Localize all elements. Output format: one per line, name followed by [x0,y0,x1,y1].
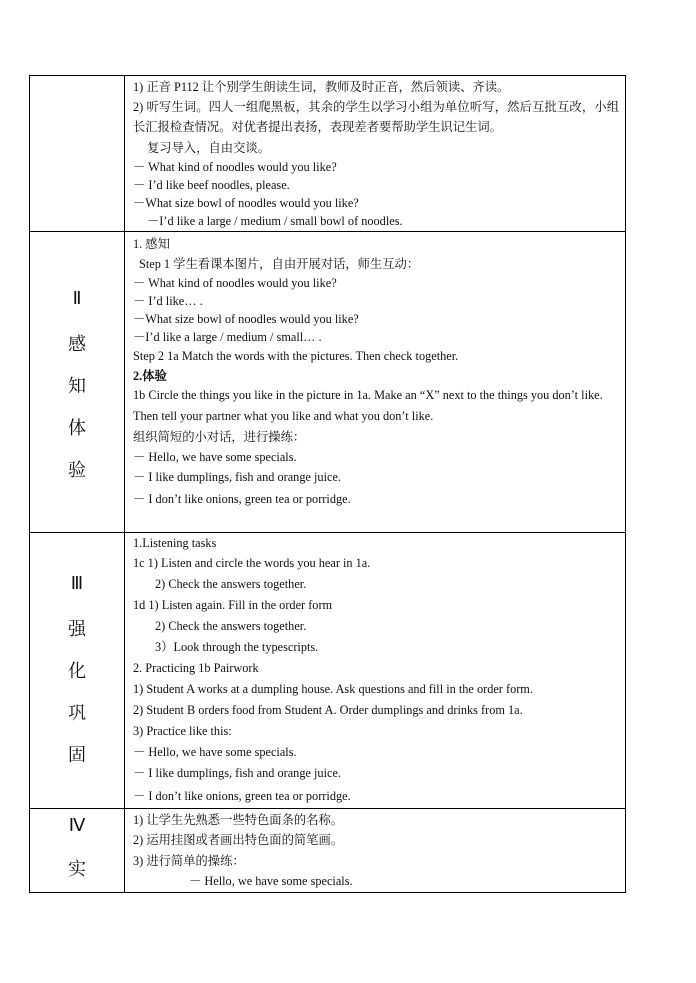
dialogue-line: －I’d like a large / medium / small… . [133,330,322,345]
dialogue-line: － I’d like… . [133,294,203,309]
section-heading: 1.Listening tasks [133,536,217,550]
stage-char: 化 [68,661,86,682]
dialogue-line: － I don’t like onions, green tea or porridge. [133,492,351,507]
text-line: 1) 让学生先熟悉一些特色面条的名称。 [133,813,344,828]
dialogue-line: － I don’t like onions, green tea or porridge. [133,789,351,804]
table-row-review [30,76,626,232]
text-line: 3) 进行简单的操练： [133,853,245,868]
stage-char: 巩 [68,703,86,724]
stage-cell-consolidate [30,533,125,809]
text-line: 1) 正音 P112 让个别学生朗读生词，教师及时正音，然后领读、齐读。 [133,80,510,94]
stage-char: 固 [68,745,86,766]
dialogue-line: －I’d like a large / medium / small bowl of noodles. [147,213,403,228]
stage-cell-practice [30,809,125,893]
stage-char: 验 [68,460,86,481]
text-line: 2) Check the answers together. [155,577,307,592]
stage-cell-empty [30,76,125,232]
section-heading: 1. 感知 [133,237,170,251]
section-heading: 2.体验 [133,368,167,383]
text-line: 复习导入，自由交谈。 [147,140,270,155]
dialogue-line: － Hello, we have some specials. [133,745,297,760]
text-line: Step 1 学生看课本图片，自由开展对话，师生互动： [139,257,420,272]
text-line: Step 2 1a Match the words with the pictures. Then check together. [133,349,459,364]
dialogue-line: － I like dumplings, fish and orange juice. [133,470,341,485]
table-row-consolidate [30,533,626,809]
section-heading: 2. Practicing 1b Pairwork [133,661,259,676]
text-line: 2) Student B orders food from Student A. Order dumplings and drinks from 1a. [133,703,523,718]
text-line: 组织简短的小对话，进行操练： [133,429,306,444]
text-line: 2) 运用挂图或者画出特色面的简笔画。 [133,833,344,848]
stage-number: Ⅱ [72,288,82,309]
stage-cell-perceive [30,232,125,533]
text-line: 2) Check the answers together. [155,619,307,634]
content-cell-perceive [125,232,626,533]
text-line: 1d 1) Listen again. Fill in the order form [133,598,333,613]
stage-number: Ⅳ [68,815,86,837]
content-cell-consolidate [125,533,626,809]
dialogue-line: － I’d like beef noodles, please. [133,177,290,192]
stage-char: 体 [68,418,86,439]
text-line: 1b Circle the things you like in the picture in 1a. Make an “X” next to the things you don’t like. [133,387,603,402]
text-line: Then tell your partner what you like and what you don’t like. [133,408,434,423]
content-cell-review [125,76,626,232]
dialogue-line: － I like dumplings, fish and orange juice. [133,766,341,781]
dialogue-line: －What size bowl of noodles would you like? [133,195,359,210]
content-cell-practice [125,809,626,893]
dialogue-line: － Hello, we have some specials. [189,873,353,888]
text-line: 2) 听写生词。四人一组爬黑板，其余的学生以学习小组为单位听写，然后互批互改，小组长汇报检查情况。对优者提出表扬，表现差者要帮助学生识记生词。 [133,100,619,135]
dialogue-line: － What kind of noodles would you like? [133,159,337,174]
stage-char: 知 [68,376,86,397]
table-row-perceive [30,232,626,533]
stage-char: 强 [68,619,86,640]
dialogue-line: － What kind of noodles would you like? [133,276,337,291]
text-line: 3) Practice like this: [133,724,232,739]
lesson-plan-table [29,75,626,893]
text-line: 1) Student A works at a dumpling house. Ask questions and fill in the order form. [133,682,533,697]
stage-char: 实 [68,859,86,881]
table-row-practice [30,809,626,893]
dialogue-line: － Hello, we have some specials. [133,449,297,464]
text-line: 1c 1) Listen and circle the words you hear in 1a. [133,556,371,571]
stage-char: 感 [68,334,86,355]
dialogue-line: －What size bowl of noodles would you like? [133,312,359,327]
stage-number: Ⅲ [70,573,84,594]
text-line: 3）Look through the typescripts. [155,640,319,655]
